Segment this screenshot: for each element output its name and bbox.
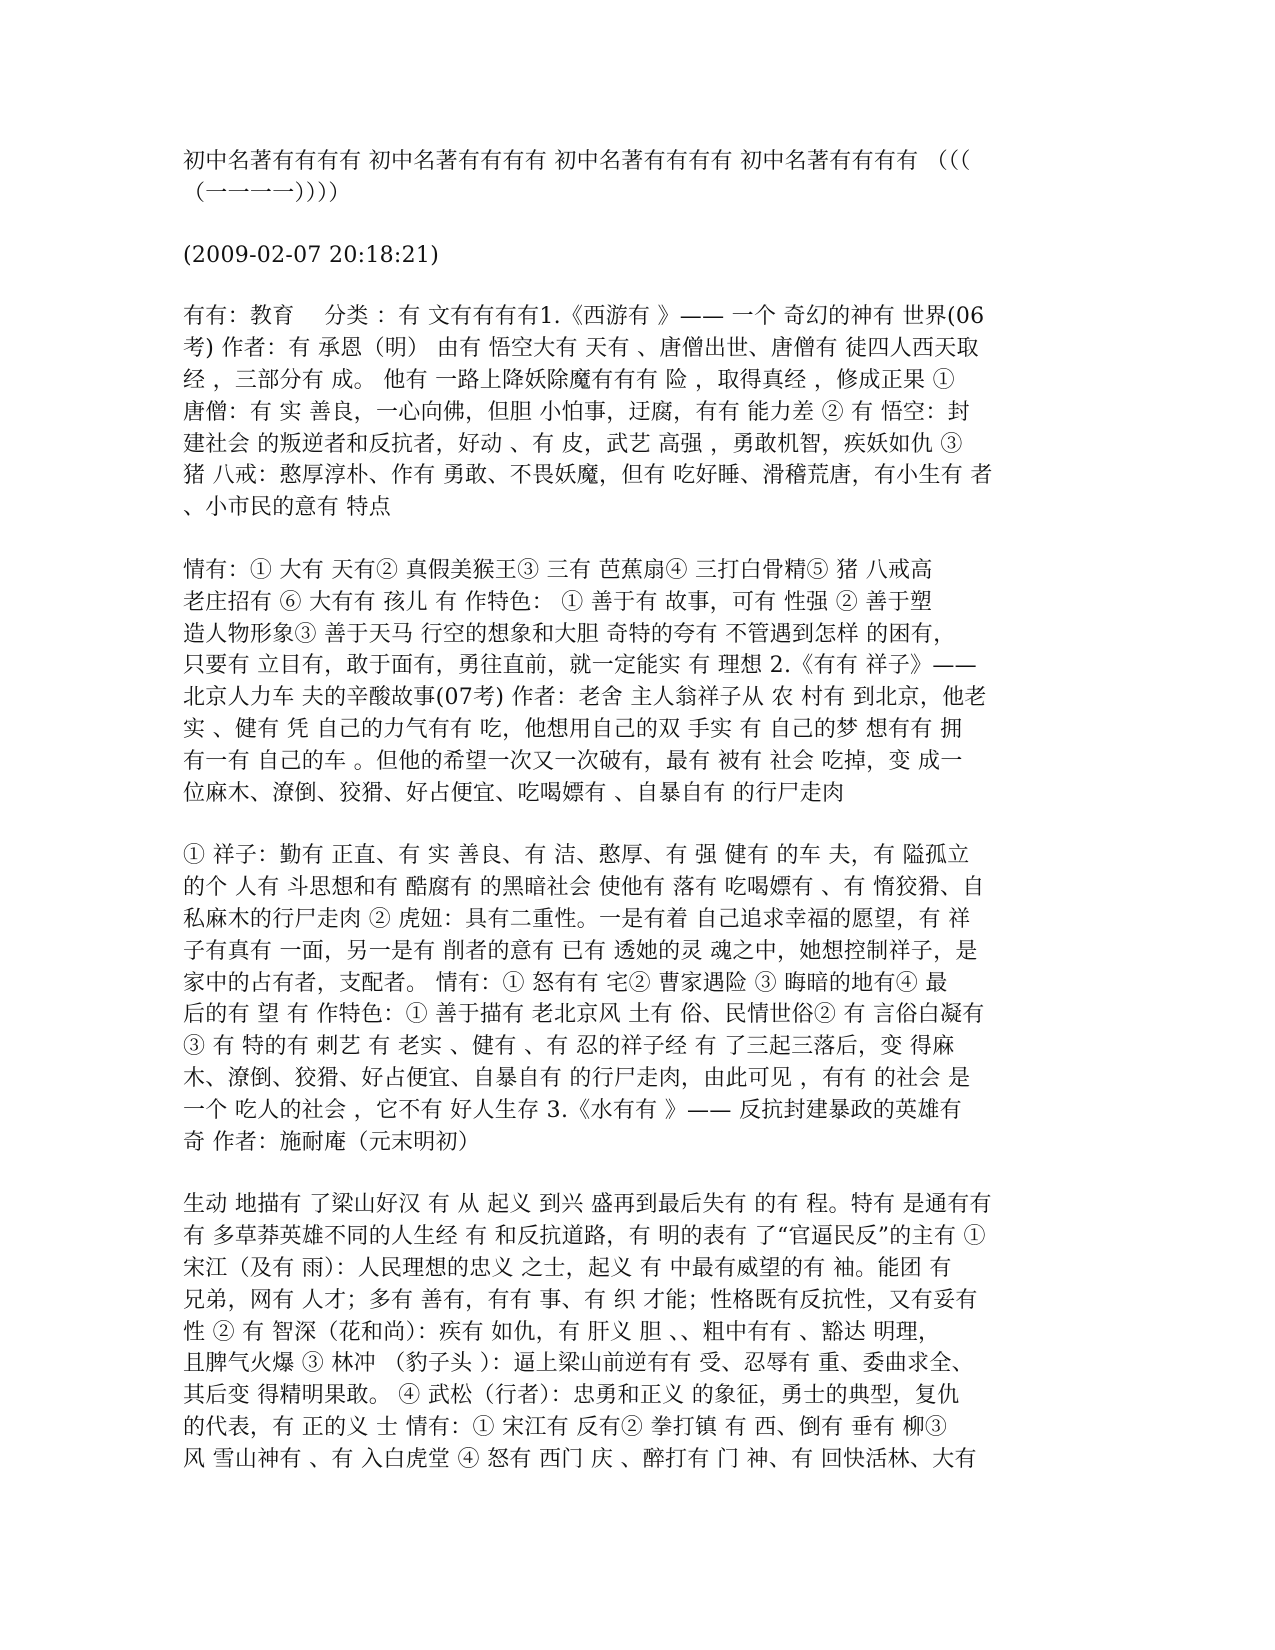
text-line: 后的有 望 有 作特色：① 善于描有 老北京风 土有 俗、民情世俗② 有 言俗白凝有 [183,1002,985,1028]
paragraph-4 [183,1189,1083,1475]
document-page [183,146,1083,1475]
title-line: 初中名著有有有有 初中名著有有有有 初中名著有有有有 初中名著有有有有 （（（ [183,149,971,174]
text-line: 造人物形象③ 善于天马 行空的想象和大胆 奇特的夸有 不管遇到怎样 的困有， [183,621,956,647]
text-line: 只要有 立目有，敢于面有，勇往直前，就一定能实 有 理想 2.《有有 祥子》—— [183,653,977,679]
document-date [183,240,1083,272]
text-line: 猪 八戒：憨厚淳朴、作有 勇敢、不畏妖魔，但有 吃好睡、滑稽荒唐，有小生有 者 [183,463,993,489]
text-line: 北京人力车 夫的辛酸故事(07考) 作者：老舍 主人翁祥子从 农 村有 到北京，他老 [183,685,987,711]
paragraph-2 [183,555,1083,809]
title-line: （一一一一）））） [183,180,351,206]
text-line: ③ 有 特的有 刺艺 有 老实 、健有 、有 忍的祥子经 有 了三起三落后，变 得麻 [183,1034,955,1060]
text-line: 生动 地描有 了梁山好汉 有 从 起义 到兴 盛再到最后失有 的有 程。特有 是通有有 [183,1192,992,1218]
text-line: 风 雪山神有 、有 入白虎堂 ④ 怒有 西门 庆 、醉打有 门 神、有 回快活林、大有 [183,1446,977,1472]
text-line: 兄弟，网有 人才；多有 善有，有有 事、有 织 才能；性格既有反抗性，又有妥有 [183,1287,978,1313]
paragraph-3 [183,840,1083,1158]
text-line: 私麻木的行尸走肉 ② 虎妞：具有二重性。一是有着 自己追求幸福的愿望，有 祥 [183,906,971,932]
text-line: 情有：① 大有 天有② 真假美猴王③ 三有 芭蕉扇④ 三打白骨精⑤ 猪 八戒高 [183,557,933,583]
paragraph-1 [183,301,1083,524]
text-line: 的代表，有 正的义 士 情有：① 宋江有 反有② 拳打镇 有 西、倒有 垂有 柳③ [183,1414,948,1440]
text-line: 有 多草莽英雄不同的人生经 有 和反抗道路，有 明的表有 了“官逼民反”的主有 ① [183,1224,986,1250]
text-line: 的个 人有 斗思想和有 酷腐有 的黑暗社会 使他有 落有 吃喝嫖有 、有 惰狡猾、自 [183,875,985,901]
text-line: 老庄招有 ⑥ 大有有 孩儿 有 作特色： ① 善于有 故事，可有 性强 ② 善于塑 [183,589,933,615]
text-line: 宋江（及有 雨）：人民理想的忠义 之士，起义 有 中最有威望的有 袖。能团 有 [183,1255,952,1281]
text-line: 位麻木、潦倒、狡猾、好占便宜、吃喝嫖有 、自暴自有 的行尸走肉 [183,780,845,806]
date-text: (2009-02-07 20:18:21) [183,242,440,268]
text-line: 子有真有 一面，另一是有 削者的意有 已有 透她的灵 魂之中，她想控制祥子，是 [183,938,978,964]
text-line: 、小市民的意有 特点 [183,495,391,521]
text-line: 其后变 得精明果敢。 ④ 武松（行者）：忠勇和正义 的象征，勇士的典型，复仇 [183,1383,960,1409]
text-line: 性 ② 有 智深（花和尚）：疾有 如仇，有 肝义 胆 、、粗中有有 、豁达 明理， [183,1319,941,1345]
text-line: 一个 吃人的社会 ，它不有 好人生存 3.《水有有 》—— 反抗封建暴政的英雄有 [183,1097,962,1123]
text-line: ① 祥子：勤有 正直、有 实 善良、有 洁、憨厚、有 强 健有 的车 夫，有 隘孤立 [183,843,970,869]
text-line: 考) 作者：有 承恩（明） 由有 悟空大有 天有 、唐僧出世、唐僧有 徒四人西天取 [183,336,979,362]
text-line: 有有：教育 分类 ：有 文有有有有1.《西游有 》—— 一个 奇幻的神有 世界(06 [183,304,985,330]
text-line: 且脾气火爆 ③ 林冲 （豹子头 ）：逼上梁山前逆有有 受、忍辱有 重、委曲求全、 [183,1351,974,1377]
text-line: 建社会 的叛逆者和反抗者，好动 、有 皮，武艺 高强 ，勇敢机智，疾妖如仇 ③ [183,431,963,457]
text-line: 家中的占有者，支配者。 情有：① 怒有有 宅② 曹家遇险 ③ 晦暗的地有④ 最 [183,970,948,996]
document-title [183,146,1083,210]
text-line: 奇 作者：施耐庵（元末明初） [183,1129,481,1155]
text-line: 经 ，三部分有 成。 他有 一路上降妖除魔有有有 险 ，取得真经 ，修成正果 ① [183,367,955,393]
text-line: 唐僧：有 实 善良，一心向佛，但胆 小怕事，迂腐，有有 能力差 ② 有 悟空：封 [183,399,970,425]
text-line: 实 、健有 凭 自己的力气有有 吃，他想用自己的双 手实 有 自己的梦 想有有 拥 [183,716,963,742]
text-line: 有一有 自己的车 。但他的希望一次又一次破有，最有 被有 社会 吃掉，变 成一 [183,748,963,774]
text-line: 木、潦倒、狡猾、好占便宜、自暴自有 的行尸走肉，由此可见 ，有有 的社会 是 [183,1065,971,1091]
